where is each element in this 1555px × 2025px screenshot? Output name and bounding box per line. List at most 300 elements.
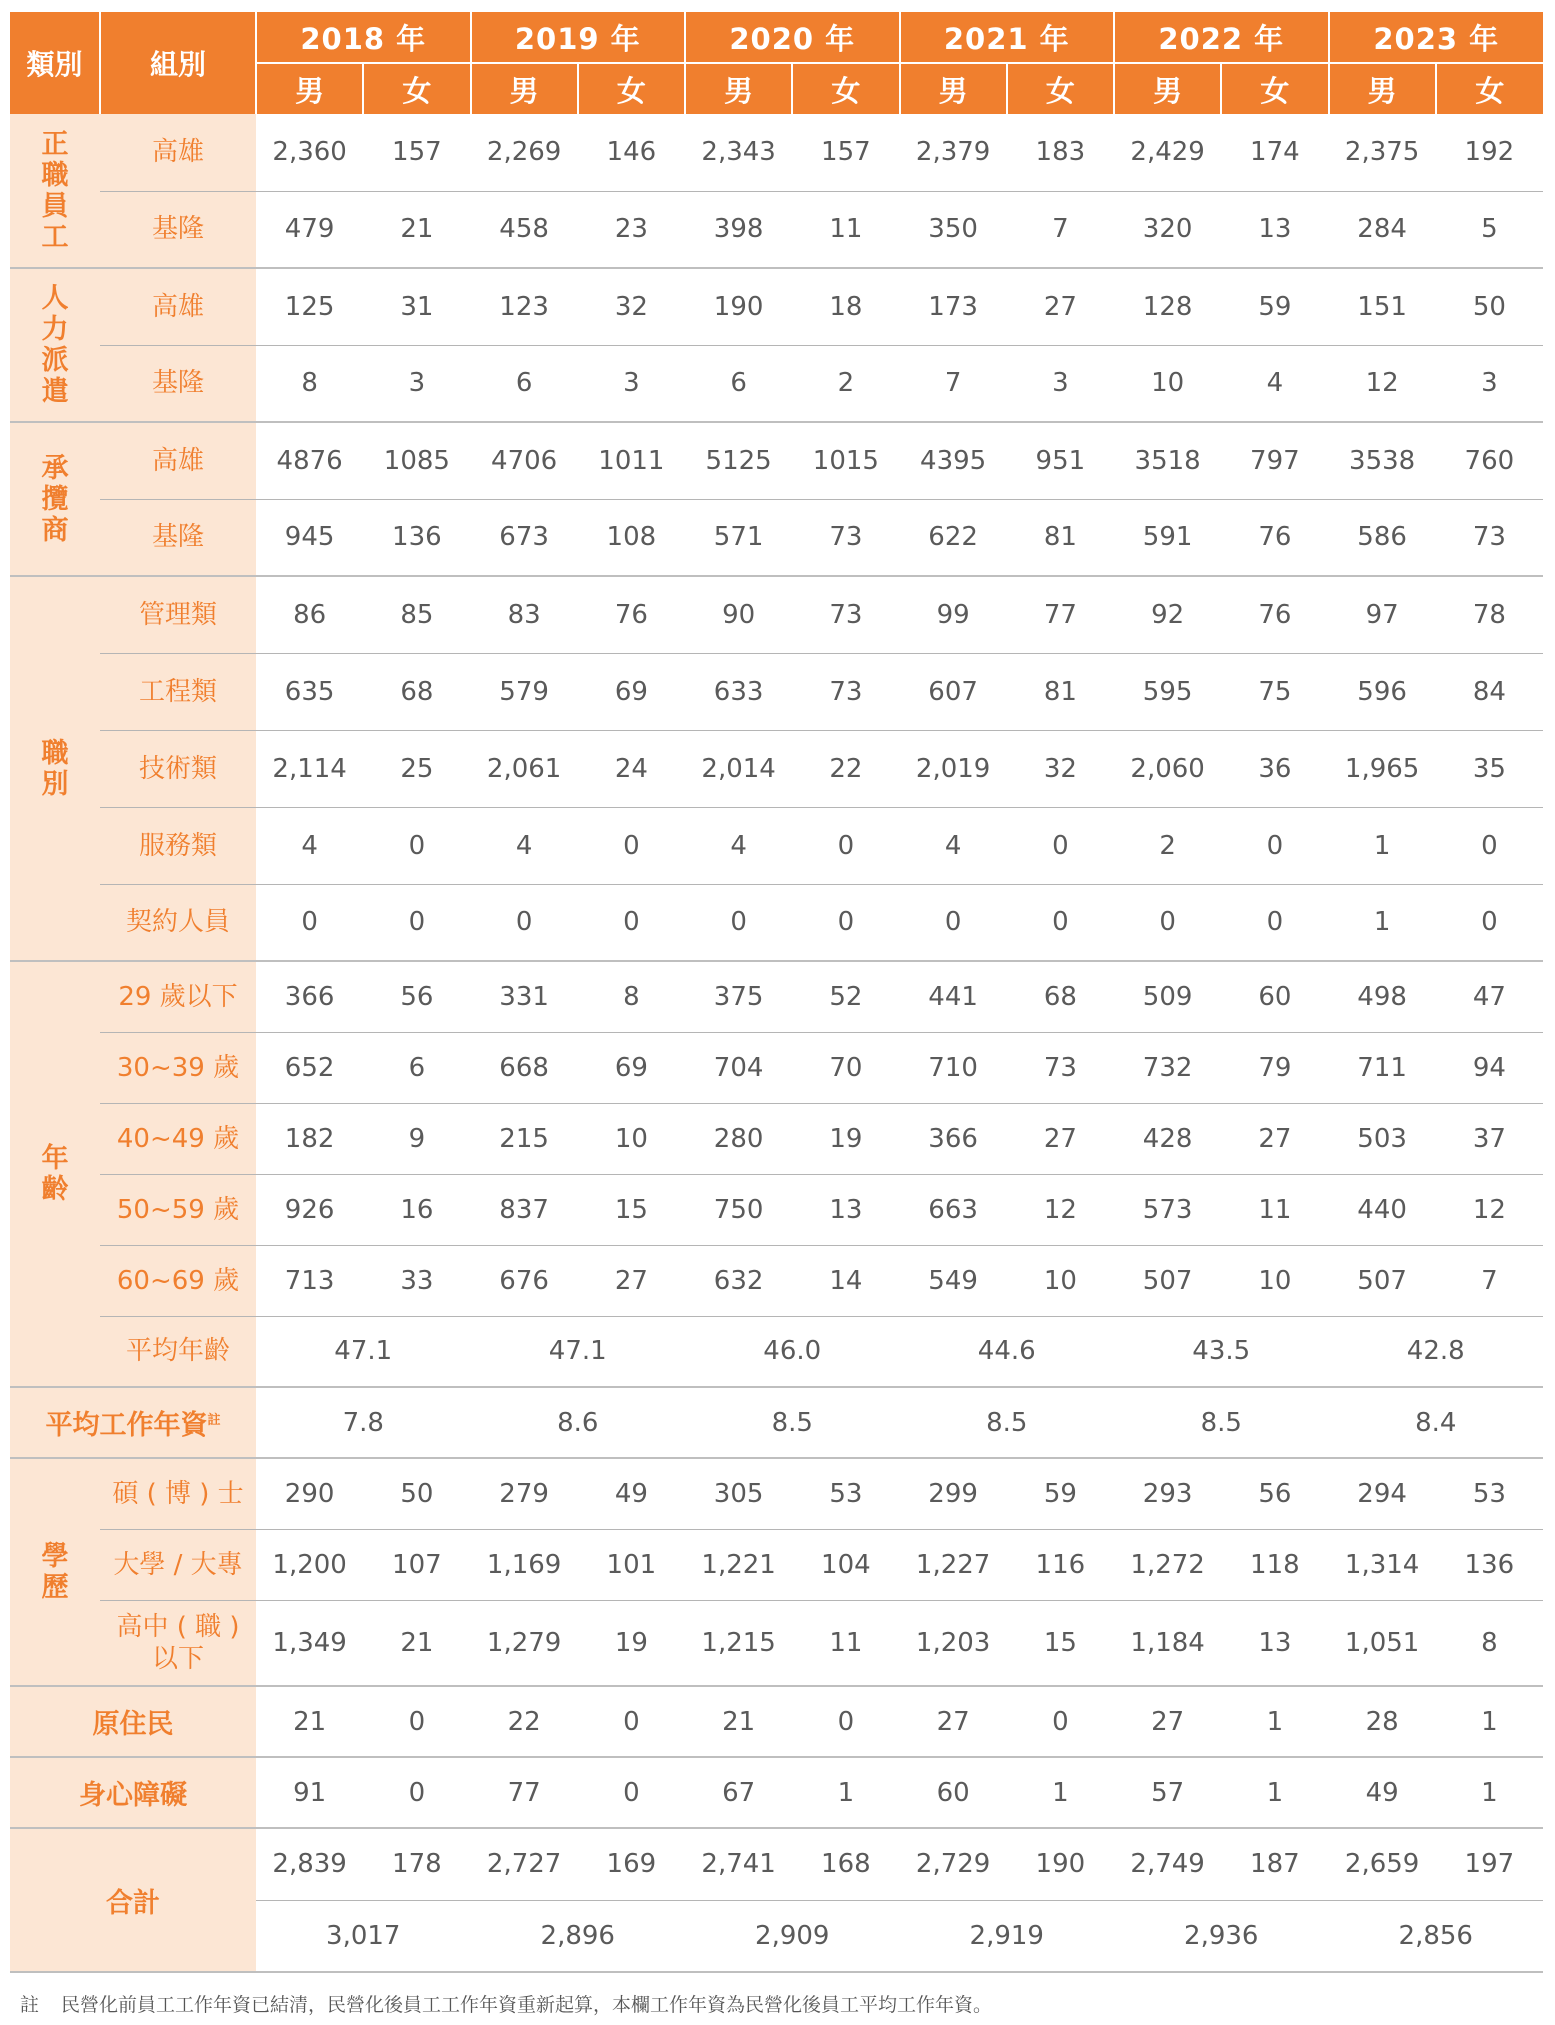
male-value-cell: 549	[900, 1245, 1007, 1316]
header-male: 男	[900, 63, 1007, 114]
female-value-cell: 15	[578, 1174, 685, 1245]
footnote-marker: 註	[207, 1413, 221, 1428]
female-value-cell: 24	[578, 730, 685, 807]
category-cell	[10, 1458, 100, 1686]
male-value-cell: 125	[256, 268, 363, 345]
female-value-cell: 5	[1436, 191, 1543, 268]
male-value-cell: 173	[900, 268, 1007, 345]
female-value-cell: 3	[1436, 345, 1543, 422]
female-value-cell: 0	[1007, 1686, 1114, 1757]
female-value-cell: 37	[1436, 1103, 1543, 1174]
female-value-cell: 27	[1221, 1103, 1328, 1174]
year-value-cell: 43.5	[1114, 1316, 1329, 1387]
male-value-cell: 366	[256, 961, 363, 1032]
male-value-cell: 2	[1114, 807, 1221, 884]
female-value-cell: 3	[1007, 345, 1114, 422]
female-value-cell: 146	[578, 114, 685, 191]
male-value-cell: 8	[256, 345, 363, 422]
male-value-cell: 633	[685, 653, 792, 730]
male-value-cell: 6	[471, 345, 578, 422]
female-value-cell: 73	[1007, 1032, 1114, 1103]
male-value-cell: 182	[256, 1103, 363, 1174]
male-value-cell: 2,060	[1114, 730, 1221, 807]
table-row-average-age	[10, 1316, 1543, 1387]
female-value-cell: 13	[1221, 1600, 1328, 1686]
male-value-cell: 90	[685, 576, 792, 653]
female-value-cell: 21	[363, 1600, 470, 1686]
header-year-2023: 2023 年	[1329, 12, 1544, 63]
header-female: 女	[363, 63, 470, 114]
male-value-cell: 99	[900, 576, 1007, 653]
table-row	[10, 1032, 1543, 1103]
male-value-cell: 1,203	[900, 1600, 1007, 1686]
table-row	[10, 1686, 1543, 1757]
female-value-cell: 12	[1007, 1174, 1114, 1245]
male-value-cell: 4	[471, 807, 578, 884]
female-value-cell: 81	[1007, 499, 1114, 576]
female-value-cell: 951	[1007, 422, 1114, 499]
table-row	[10, 499, 1543, 576]
female-value-cell: 50	[363, 1458, 470, 1529]
female-value-cell: 0	[1221, 807, 1328, 884]
male-value-cell: 2,659	[1329, 1828, 1436, 1900]
male-value-cell: 28	[1329, 1686, 1436, 1757]
male-value-cell: 10	[1114, 345, 1221, 422]
year-value-cell: 2,856	[1329, 1900, 1544, 1972]
year-value-cell: 8.6	[471, 1387, 686, 1458]
female-value-cell: 0	[1007, 807, 1114, 884]
male-value-cell: 0	[1114, 884, 1221, 961]
table-row	[10, 807, 1543, 884]
table-row	[10, 422, 1543, 499]
table-wrapper	[10, 12, 1543, 1973]
header-year-2019: 2019 年	[471, 12, 686, 63]
male-value-cell: 151	[1329, 268, 1436, 345]
female-value-cell: 168	[792, 1828, 899, 1900]
female-value-cell: 0	[1221, 884, 1328, 961]
female-value-cell: 1085	[363, 422, 470, 499]
male-value-cell: 60	[900, 1757, 1007, 1828]
group-label-line: 以下	[151, 1643, 204, 1674]
group-label: 基隆	[100, 345, 256, 422]
male-value-cell: 607	[900, 653, 1007, 730]
footnote-text: 民營化前員工工作年資已結清，民營化後員工工作年資重新起算，本欄工作年資為民營化後員工平均工作年資。	[61, 1994, 993, 2016]
female-value-cell: 27	[578, 1245, 685, 1316]
female-value-cell: 174	[1221, 114, 1328, 191]
female-value-cell: 59	[1221, 268, 1328, 345]
male-value-cell: 293	[1114, 1458, 1221, 1529]
male-value-cell: 507	[1114, 1245, 1221, 1316]
table-row	[10, 1174, 1543, 1245]
female-value-cell: 76	[1221, 576, 1328, 653]
table-row-total-by-sex	[10, 1828, 1543, 1900]
year-value-cell: 2,896	[471, 1900, 686, 1972]
male-value-cell: 2,360	[256, 114, 363, 191]
female-value-cell: 68	[1007, 961, 1114, 1032]
female-value-cell: 10	[578, 1103, 685, 1174]
male-value-cell: 57	[1114, 1757, 1221, 1828]
female-value-cell: 0	[363, 1686, 470, 1757]
female-value-cell: 1	[1436, 1757, 1543, 1828]
row-label	[10, 1686, 256, 1757]
female-value-cell: 0	[363, 807, 470, 884]
year-value-cell: 47.1	[471, 1316, 686, 1387]
female-value-cell: 73	[792, 653, 899, 730]
group-label: 契約人員	[100, 884, 256, 961]
male-value-cell: 713	[256, 1245, 363, 1316]
table-row	[10, 1757, 1543, 1828]
male-value-cell: 12	[1329, 345, 1436, 422]
female-value-cell: 1	[1221, 1757, 1328, 1828]
male-value-cell: 596	[1329, 653, 1436, 730]
row-label-text: 原住民	[92, 1709, 174, 1740]
female-value-cell: 13	[1221, 191, 1328, 268]
male-value-cell: 7	[900, 345, 1007, 422]
female-value-cell: 76	[578, 576, 685, 653]
male-value-cell: 27	[900, 1686, 1007, 1757]
male-value-cell: 92	[1114, 576, 1221, 653]
female-value-cell: 192	[1436, 114, 1543, 191]
table-row	[10, 1458, 1543, 1529]
header-male: 男	[1329, 63, 1436, 114]
male-value-cell: 668	[471, 1032, 578, 1103]
female-value-cell: 797	[1221, 422, 1328, 499]
table-row	[10, 961, 1543, 1032]
female-value-cell: 35	[1436, 730, 1543, 807]
table-row	[10, 1600, 1543, 1686]
female-value-cell: 73	[1436, 499, 1543, 576]
female-value-cell: 69	[578, 653, 685, 730]
group-label: 大學 / 大專	[100, 1529, 256, 1600]
male-value-cell: 279	[471, 1458, 578, 1529]
female-value-cell: 14	[792, 1245, 899, 1316]
female-value-cell: 73	[792, 499, 899, 576]
male-value-cell: 441	[900, 961, 1007, 1032]
male-value-cell: 190	[685, 268, 792, 345]
male-value-cell: 595	[1114, 653, 1221, 730]
category-label: 人力派遣	[41, 283, 69, 407]
female-value-cell: 0	[578, 807, 685, 884]
year-value-cell: 46.0	[685, 1316, 900, 1387]
male-value-cell: 21	[685, 1686, 792, 1757]
male-value-cell: 215	[471, 1103, 578, 1174]
male-value-cell: 1,215	[685, 1600, 792, 1686]
female-value-cell: 190	[1007, 1828, 1114, 1900]
male-value-cell: 123	[471, 268, 578, 345]
female-value-cell: 33	[363, 1245, 470, 1316]
male-value-cell: 0	[471, 884, 578, 961]
male-value-cell: 366	[900, 1103, 1007, 1174]
male-value-cell: 2,114	[256, 730, 363, 807]
male-value-cell: 1,314	[1329, 1529, 1436, 1600]
female-value-cell: 21	[363, 191, 470, 268]
female-value-cell: 31	[363, 268, 470, 345]
row-label	[10, 1757, 256, 1828]
table-row	[10, 884, 1543, 961]
row-label-text: 身心障礙	[79, 1780, 187, 1811]
female-value-cell: 116	[1007, 1529, 1114, 1600]
male-value-cell: 2,429	[1114, 114, 1221, 191]
group-label-line: 高中 ( 職 )	[116, 1611, 240, 1642]
male-value-cell: 49	[1329, 1757, 1436, 1828]
male-value-cell: 503	[1329, 1103, 1436, 1174]
female-value-cell: 50	[1436, 268, 1543, 345]
male-value-cell: 498	[1329, 961, 1436, 1032]
category-cell	[10, 114, 100, 268]
group-label: 30~39 歲	[100, 1032, 256, 1103]
category-label: 職別	[41, 737, 69, 800]
female-value-cell: 0	[1007, 884, 1114, 961]
year-value-cell: 2,936	[1114, 1900, 1329, 1972]
female-value-cell: 1015	[792, 422, 899, 499]
header-year-2022: 2022 年	[1114, 12, 1329, 63]
header-female: 女	[1221, 63, 1328, 114]
female-value-cell: 104	[792, 1529, 899, 1600]
male-value-cell: 2,727	[471, 1828, 578, 1900]
male-value-cell: 2,375	[1329, 114, 1436, 191]
male-value-cell: 1,221	[685, 1529, 792, 1600]
male-value-cell: 479	[256, 191, 363, 268]
male-value-cell: 27	[1114, 1686, 1221, 1757]
female-value-cell: 23	[578, 191, 685, 268]
male-value-cell: 711	[1329, 1032, 1436, 1103]
male-value-cell: 750	[685, 1174, 792, 1245]
male-value-cell: 1,227	[900, 1529, 1007, 1600]
female-value-cell: 84	[1436, 653, 1543, 730]
male-value-cell: 591	[1114, 499, 1221, 576]
category-cell	[10, 268, 100, 422]
male-value-cell: 704	[685, 1032, 792, 1103]
male-value-cell: 458	[471, 191, 578, 268]
year-value-cell: 8.4	[1329, 1387, 1544, 1458]
male-value-cell: 945	[256, 499, 363, 576]
male-value-cell: 350	[900, 191, 1007, 268]
female-value-cell: 183	[1007, 114, 1114, 191]
year-value-cell: 8.5	[1114, 1387, 1329, 1458]
male-value-cell: 0	[256, 884, 363, 961]
header-female: 女	[578, 63, 685, 114]
category-cell	[10, 961, 100, 1387]
female-value-cell: 76	[1221, 499, 1328, 576]
male-value-cell: 299	[900, 1458, 1007, 1529]
female-value-cell: 78	[1436, 576, 1543, 653]
year-value-cell: 7.8	[256, 1387, 471, 1458]
male-value-cell: 673	[471, 499, 578, 576]
male-value-cell: 305	[685, 1458, 792, 1529]
female-value-cell: 77	[1007, 576, 1114, 653]
male-value-cell: 91	[256, 1757, 363, 1828]
female-value-cell: 59	[1007, 1458, 1114, 1529]
male-value-cell: 1,349	[256, 1600, 363, 1686]
male-value-cell: 926	[256, 1174, 363, 1245]
group-label: 50~59 歲	[100, 1174, 256, 1245]
header-group: 組別	[100, 12, 256, 114]
group-label: 基隆	[100, 191, 256, 268]
female-value-cell: 3	[578, 345, 685, 422]
female-value-cell: 18	[792, 268, 899, 345]
female-value-cell: 3	[363, 345, 470, 422]
male-value-cell: 0	[685, 884, 792, 961]
female-value-cell: 60	[1221, 961, 1328, 1032]
table-row	[10, 1387, 1543, 1458]
female-value-cell: 8	[1436, 1600, 1543, 1686]
female-value-cell: 32	[1007, 730, 1114, 807]
female-value-cell: 0	[363, 884, 470, 961]
male-value-cell: 284	[1329, 191, 1436, 268]
male-value-cell: 2,729	[900, 1828, 1007, 1900]
female-value-cell: 0	[578, 1757, 685, 1828]
male-value-cell: 710	[900, 1032, 1007, 1103]
female-value-cell: 197	[1436, 1828, 1543, 1900]
male-value-cell: 571	[685, 499, 792, 576]
table-row	[10, 345, 1543, 422]
male-value-cell: 573	[1114, 1174, 1221, 1245]
male-value-cell: 1,965	[1329, 730, 1436, 807]
male-value-cell: 83	[471, 576, 578, 653]
female-value-cell: 22	[792, 730, 899, 807]
male-value-cell: 428	[1114, 1103, 1221, 1174]
female-value-cell: 19	[578, 1600, 685, 1686]
category-cell	[10, 422, 100, 576]
female-value-cell: 1	[792, 1757, 899, 1828]
male-value-cell: 632	[685, 1245, 792, 1316]
table-row	[10, 1245, 1543, 1316]
female-value-cell: 10	[1221, 1245, 1328, 1316]
female-value-cell: 118	[1221, 1529, 1328, 1600]
group-label: 技術類	[100, 730, 256, 807]
female-value-cell: 75	[1221, 653, 1328, 730]
male-value-cell: 1,169	[471, 1529, 578, 1600]
female-value-cell: 19	[792, 1103, 899, 1174]
year-value-cell: 2,919	[900, 1900, 1115, 1972]
group-label: 服務類	[100, 807, 256, 884]
female-value-cell: 27	[1007, 268, 1114, 345]
male-value-cell: 2,019	[900, 730, 1007, 807]
female-value-cell: 11	[792, 191, 899, 268]
year-value-cell: 8.5	[900, 1387, 1115, 1458]
male-value-cell: 1,200	[256, 1529, 363, 1600]
header-male: 男	[471, 63, 578, 114]
male-value-cell: 331	[471, 961, 578, 1032]
male-value-cell: 507	[1329, 1245, 1436, 1316]
year-value-cell: 8.5	[685, 1387, 900, 1458]
male-value-cell: 128	[1114, 268, 1221, 345]
header-female: 女	[792, 63, 899, 114]
year-value-cell: 2,909	[685, 1900, 900, 1972]
male-value-cell: 97	[1329, 576, 1436, 653]
header-category: 類別	[10, 12, 100, 114]
group-label: 40~49 歲	[100, 1103, 256, 1174]
female-value-cell: 101	[578, 1529, 685, 1600]
female-value-cell: 157	[792, 114, 899, 191]
total-label: 合計	[10, 1828, 256, 1972]
male-value-cell: 652	[256, 1032, 363, 1103]
female-value-cell: 85	[363, 576, 470, 653]
header-female: 女	[1436, 63, 1543, 114]
male-value-cell: 2,839	[256, 1828, 363, 1900]
female-value-cell: 1011	[578, 422, 685, 499]
female-value-cell: 108	[578, 499, 685, 576]
header-female: 女	[1007, 63, 1114, 114]
female-value-cell: 49	[578, 1458, 685, 1529]
female-value-cell: 27	[1007, 1103, 1114, 1174]
female-value-cell: 0	[792, 884, 899, 961]
female-value-cell: 2	[792, 345, 899, 422]
footnote	[20, 1990, 992, 2017]
group-label: 60~69 歲	[100, 1245, 256, 1316]
header-year-2021: 2021 年	[900, 12, 1115, 63]
male-value-cell: 1,272	[1114, 1529, 1221, 1600]
group-label: 高雄	[100, 114, 256, 191]
male-value-cell: 67	[685, 1757, 792, 1828]
female-value-cell: 12	[1436, 1174, 1543, 1245]
male-value-cell: 5125	[685, 422, 792, 499]
male-value-cell: 3538	[1329, 422, 1436, 499]
group-label	[100, 1600, 256, 1686]
year-value-cell: 47.1	[256, 1316, 471, 1387]
table-body	[10, 114, 1543, 1972]
male-value-cell: 4706	[471, 422, 578, 499]
male-value-cell: 290	[256, 1458, 363, 1529]
category-label: 學歷	[41, 1541, 69, 1603]
female-value-cell: 52	[792, 961, 899, 1032]
female-value-cell: 136	[363, 499, 470, 576]
table-row	[10, 114, 1543, 191]
female-value-cell: 70	[792, 1032, 899, 1103]
male-value-cell: 320	[1114, 191, 1221, 268]
male-value-cell: 2,343	[685, 114, 792, 191]
male-value-cell: 2,741	[685, 1828, 792, 1900]
row-label	[10, 1387, 256, 1458]
female-value-cell: 4	[1221, 345, 1328, 422]
male-value-cell: 2,269	[471, 114, 578, 191]
female-value-cell: 1	[1436, 1686, 1543, 1757]
table-row	[10, 191, 1543, 268]
male-value-cell: 622	[900, 499, 1007, 576]
female-value-cell: 0	[1436, 807, 1543, 884]
employee-structure-table	[10, 12, 1543, 1973]
group-label: 29 歲以下	[100, 961, 256, 1032]
female-value-cell: 79	[1221, 1032, 1328, 1103]
female-value-cell: 56	[363, 961, 470, 1032]
male-value-cell: 4	[900, 807, 1007, 884]
female-value-cell: 53	[792, 1458, 899, 1529]
female-value-cell: 7	[1007, 191, 1114, 268]
male-value-cell: 579	[471, 653, 578, 730]
male-value-cell: 398	[685, 191, 792, 268]
male-value-cell: 663	[900, 1174, 1007, 1245]
male-value-cell: 509	[1114, 961, 1221, 1032]
female-value-cell: 9	[363, 1103, 470, 1174]
female-value-cell: 169	[578, 1828, 685, 1900]
female-value-cell: 187	[1221, 1828, 1328, 1900]
female-value-cell: 107	[363, 1529, 470, 1600]
female-value-cell: 10	[1007, 1245, 1114, 1316]
male-value-cell: 6	[685, 345, 792, 422]
female-value-cell: 94	[1436, 1032, 1543, 1103]
male-value-cell: 1	[1329, 807, 1436, 884]
male-value-cell: 77	[471, 1757, 578, 1828]
male-value-cell: 2,014	[685, 730, 792, 807]
male-value-cell: 294	[1329, 1458, 1436, 1529]
female-value-cell: 178	[363, 1828, 470, 1900]
table-row	[10, 1103, 1543, 1174]
footnote-mark: 註	[20, 1994, 40, 2016]
female-value-cell: 11	[792, 1600, 899, 1686]
male-value-cell: 732	[1114, 1032, 1221, 1103]
male-value-cell: 635	[256, 653, 363, 730]
female-value-cell: 32	[578, 268, 685, 345]
